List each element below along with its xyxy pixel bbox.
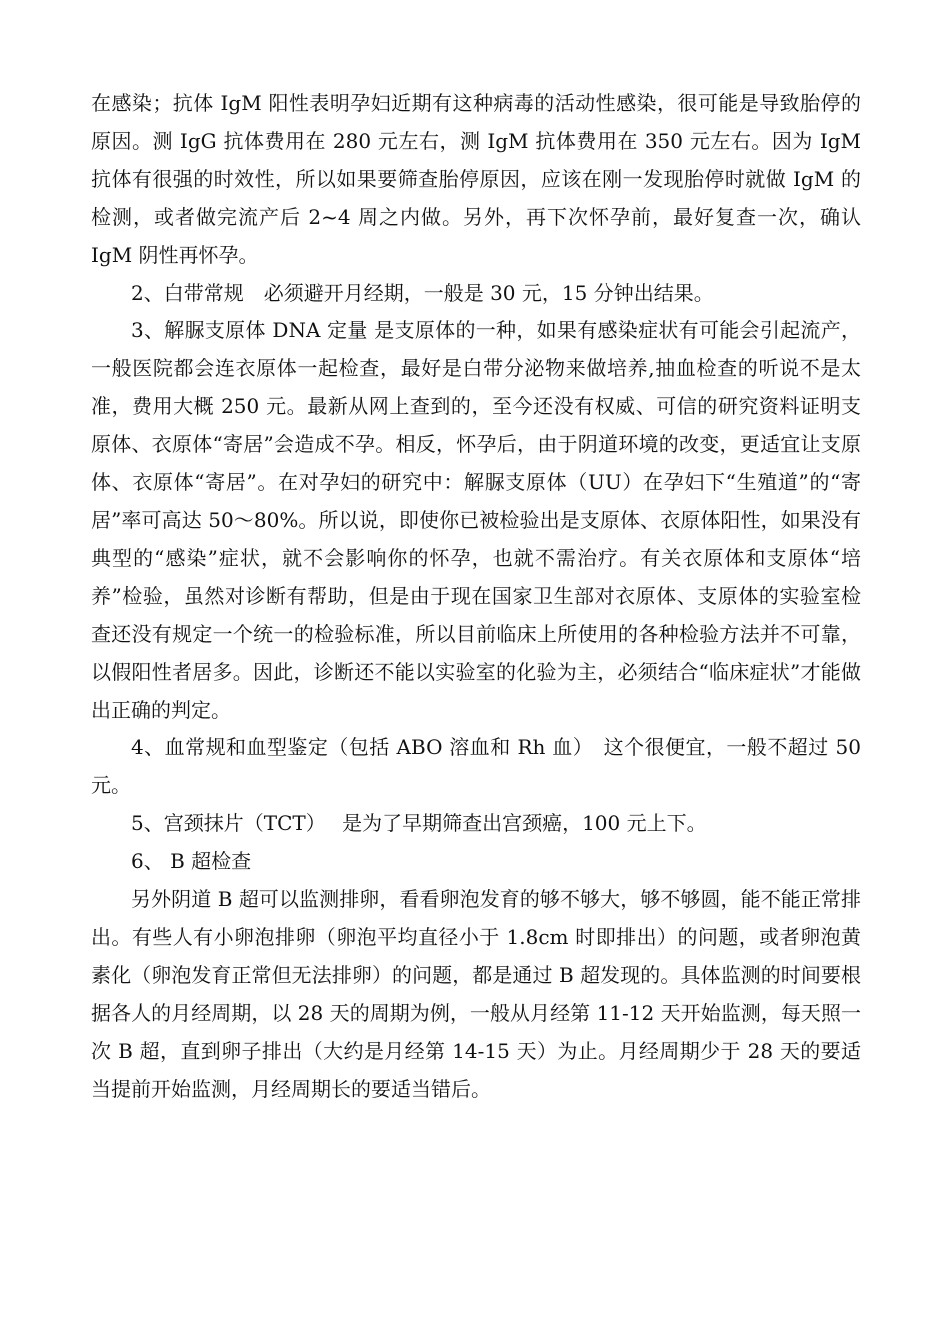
paragraph-mycoplasma-test: 3、解脲支原体 DNA 定量 是支原体的一种，如果有感染症状有可能会引起流产，一般医院都会连衣原体一起检查，最好是白带分泌物来做培养,抽血检查的听说不是太准，费用大概 250 元。最新从网上查到的，至今还没有权威、可信的研究资料证明支原体、衣原体“寄居”会造成不孕。相反，怀孕后，由于阴道环境的改变，更适宜让支原体、衣原体“寄居”。在对孕妇的研究中：解脲支原体（UU）在孕妇下“生殖道”的“寄居”率可高达 50～80%。所以说，即使你已被检验出是支原体、衣原体阳性，如果没有典型的“感染”症状，就不会影响你的怀孕，也就不需治疗。有关衣原体和支原体“培养”检验，虽然对诊断有帮助，但是由于现在国家卫生部对衣原体、支原体的实验室检查还没有规定一个统一的检验标准，所以目前临床上所使用的各种检验方法并不可靠，以假阳性者居多。因此，诊断还不能以实验室的化验为主，必须结合“临床症状”才能做出正确的判定。 — [91, 318, 861, 722]
paragraph-ultrasound-heading: 6、 B 超检查 — [131, 849, 252, 874]
paragraph-blood-routine: 4、血常规和血型鉴定（包括 ABO 溶血和 Rh 血） 这个很便宜，一般不超过 50 元。 — [91, 735, 861, 798]
paragraph-igm-antibody: 在感染；抗体 IgM 阳性表明孕妇近期有这种病毒的活动性感染，很可能是导致胎停的原因。测 IgG 抗体费用在 280 元左右，测 IgM 抗体费用在 350 元左右。因为 IgM 抗体有很强的时效性，所以如果要筛查胎停原因，应该在刚一发现胎停时就做 IgM 的检测，或者做完流产后 2~4 周之内做。另外，再下次怀孕前，最好复查一次，确认 IgM 阴性再怀孕。 — [91, 91, 861, 267]
document-body — [91, 85, 861, 1108]
paragraph-leukorrhea-routine: 2、白带常规 必须避开月经期，一般是 30 元，15 分钟出结果。 — [131, 280, 714, 305]
paragraph-ultrasound-monitoring: 另外阴道 B 超可以监测排卵，看看卵泡发育的够不够大，够不够圆，能不能正常排出。有些人有小卵泡排卵（卵泡平均直径小于 1.8cm 时即排出）的问题，或者卵泡黄素化（卵泡发育正常但无法排卵）的问题，都是通过 B 超发现的。具体监测的时间要根据各人的月经周期，以 28 天的周期为例，一般从月经第 11-12 天开始监测，每天照一次 B 超，直到卵子排出（大约是月经第 14-15 天）为止。月经周期少于 28 天的要适当提前开始监测，月经周期长的要适当错后。 — [91, 887, 861, 1101]
paragraph-cervical-smear: 5、宫颈抹片（TCT） 是为了早期筛查出宫颈癌，100 元上下。 — [131, 811, 707, 836]
